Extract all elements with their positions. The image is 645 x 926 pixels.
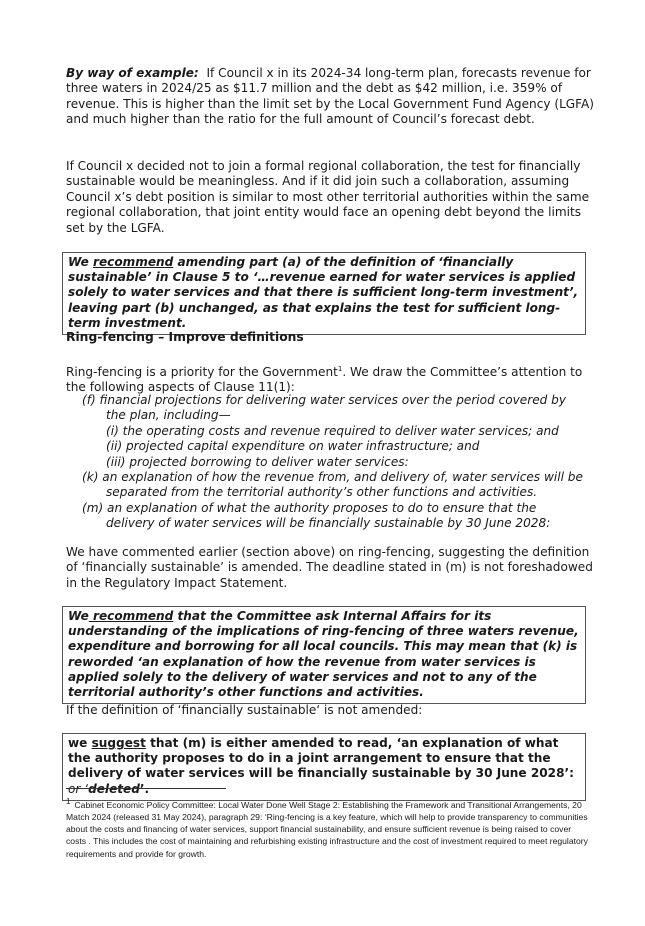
- rec1-pre: We: [68, 255, 93, 269]
- sug-keyword: suggest: [91, 736, 146, 750]
- footnote-text: Cabinet Economic Policy Committee: Local Water Done Well Stage 2: Establishing the Framework and Transitional Arrangements, 20 Match 2024 (released 31 May 2024), paragraph 29: ‘Ring-fencing is a key feature, which will help to provide transparency to communities about the costs and financing of water services, support financial sustainability, and ensure sufficient revenue is being raised to cover costs . This includes the cost of maintaining and refurbishing existing infrastructure and the cost of investment required to meet regulatory requirements and provide for growth.: [66, 799, 588, 859]
- example-lead: By way of example:: [66, 66, 199, 80]
- list-item-f-cont: the plan, including—: [106, 408, 231, 422]
- sug-end: ’.: [139, 781, 150, 796]
- example-paragraph: [66, 66, 596, 128]
- comment-paragraph: We have commented earlier (section above) on ring-fencing, suggesting the definition of ‘financially sustainable’ is amended. The deadline stated in (m) is not foreshadowed in the Regulatory Impact Statement.: [66, 545, 593, 590]
- sug-deleted: deleted: [88, 781, 140, 796]
- sug-or: or ‘: [68, 781, 89, 796]
- recommendation-box-1: [62, 252, 586, 335]
- ringfencing-paragraph: [66, 362, 596, 396]
- rec1-keyword: recommend: [92, 255, 174, 269]
- suggestion-box: [62, 733, 586, 801]
- footnote-ref: 1: [337, 365, 343, 373]
- list-item-iii: (iii) projected borrowing to deliver water services:: [106, 455, 409, 469]
- rec2-keyword: recommend: [88, 609, 174, 623]
- recommendation-box-2: [62, 606, 586, 704]
- condition-paragraph: If the definition of ‘financially sustainable‘ is not amended:: [66, 703, 423, 717]
- sug-pre: we: [68, 736, 92, 750]
- list-item-i: (i) the operating costs and revenue required to deliver water services; and: [106, 424, 559, 438]
- rec2-text: that the Committee ask Internal Affairs for its understanding of the implications of ring-fencing of three waters revenue, expenditure and borrowing for all local councils. This may mean that (k) is reworded ‘an explanation of how the revenue from water services is applied solely to the delivery of water services and not to any of the territorial authority’s other functions and activities.: [68, 609, 579, 700]
- list-item-m: (m) an explanation of what the authority proposes to do to ensure that the: [82, 501, 537, 515]
- list-item-f: (f) financial projections for delivering water services over the period covered by: [82, 393, 567, 407]
- list-item-ii: (ii) projected capital expenditure on water infrastructure; and: [106, 439, 480, 453]
- footnote: [66, 796, 588, 860]
- footnote-divider: [66, 788, 226, 789]
- list-item-k-cont: separated from the territorial authority’s other functions and activities.: [106, 485, 538, 499]
- sug-text: that (m) is either amended to read, ‘an explanation of what the authority proposes to do in a joint arrangement to ensure that the delivery of water services will be financially sustainable by 30 June 2028’:: [68, 736, 574, 781]
- footnote-number: 1: [66, 797, 71, 806]
- list-item-k: (k) an explanation of how the revenue from, and delivery of, water services will be: [82, 470, 583, 484]
- list-item-m-cont: delivery of water services will be financially sustainable by 30 June 2028:: [106, 516, 551, 530]
- ringfencing-text-b: . We draw the Committee’s attention to the following aspects of Clause 11(1):: [66, 365, 583, 395]
- example-text: If Council x in its 2024-34 long-term plan, forecasts revenue for three waters in 2024/25 as $11.7 million and the debt as $42 million, i.e. 359% of revenue. This is higher than the limit set by the Local Government Fund Agency (LGFA) and much higher than the ratio for the full amount of Council’s forecast debt.: [66, 66, 595, 127]
- rec2-pre: We: [68, 609, 89, 623]
- section-heading: Ring-fencing – Improve definitions: [66, 330, 304, 344]
- ringfencing-text-a: Ring-fencing is a priority for the Government: [66, 365, 338, 380]
- rec1-text: amending part (a) of the definition of ‘financially sustainable’ in Clause 5 to ‘…revenue earned for water services is applied solely to water services and that there is sufficient long-term investment’, leaving part (b) unchanged, as that explains the test for sufficient long-term investment.: [68, 255, 579, 330]
- collaboration-paragraph: If Council x decided not to join a formal regional collaboration, the test for financially sustainable would be meaningless. And if it did join such a collaboration, assuming Council x’s debt position is similar to most other territorial authorities within the same regional collaboration, that joint entity would face an opening debt beyond the limits set by the LGFA.: [66, 159, 590, 235]
